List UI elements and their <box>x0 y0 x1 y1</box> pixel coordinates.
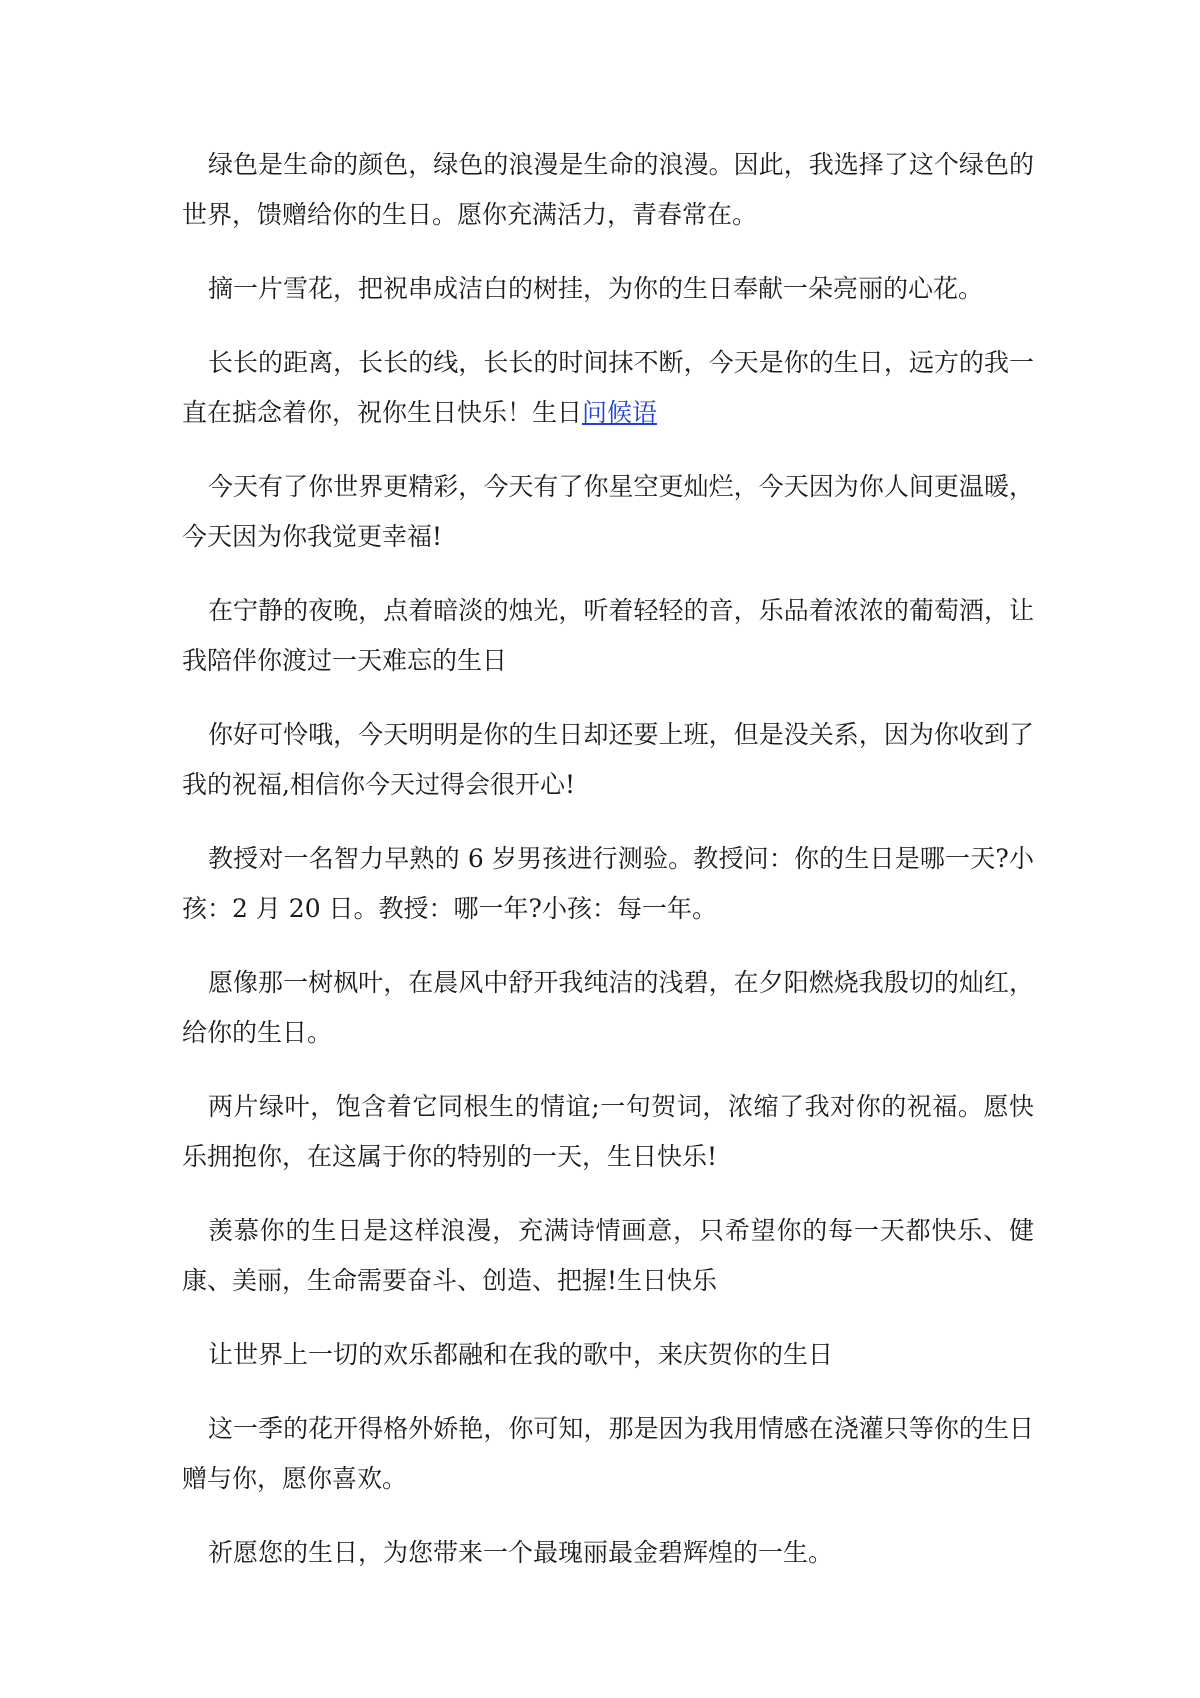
paragraph-4 <box>182 462 1034 562</box>
greeting-link[interactable]: 问候语 <box>582 398 658 427</box>
paragraph-11-text: 让世界上一切的欢乐都融和在我的歌中，来庆贺你的生日 <box>208 1340 834 1369</box>
paragraph-10-text: 羡慕你的生日是这样浪漫，充满诗情画意，只希望你的每一天都快乐、健康、美丽，生命需要奋斗、创造、把握!生日快乐 <box>182 1216 1034 1295</box>
paragraph-9 <box>182 1082 1034 1182</box>
paragraph-4-text: 今天有了你世界更精彩，今天有了你星空更灿烂，今天因为你人间更温暖，今天因为你我觉更幸福! <box>182 472 1034 551</box>
paragraph-13-text: 祈愿您的生日，为您带来一个最瑰丽最金碧辉煌的一生。 <box>208 1538 834 1567</box>
paragraph-8-text: 愿像那一树枫叶，在晨风中舒开我纯洁的浅碧，在夕阳燃烧我殷切的灿红，给你的生日。 <box>182 968 1034 1047</box>
paragraph-5 <box>182 586 1034 686</box>
paragraph-3-text: 长长的距离，长长的线，长长的时间抹不断，今天是你的生日，远方的我一直在掂念着你，祝你生日快乐！生日 <box>182 348 1034 427</box>
paragraph-11 <box>182 1330 1034 1380</box>
paragraph-6 <box>182 710 1034 810</box>
paragraph-12-text: 这一季的花开得格外娇艳，你可知，那是因为我用情感在浇灌只等你的生日赠与你，愿你喜欢。 <box>182 1414 1034 1493</box>
paragraph-10 <box>182 1206 1034 1306</box>
paragraph-3 <box>182 338 1034 438</box>
paragraph-6-text: 你好可怜哦，今天明明是你的生日却还要上班，但是没关系，因为你收到了我的祝福,相信你今天过得会很开心! <box>182 720 1034 799</box>
paragraph-9-text: 两片绿叶，饱含着它同根生的情谊;一句贺词，浓缩了我对你的祝福。愿快乐拥抱你，在这属于你的特别的一天，生日快乐! <box>182 1092 1034 1171</box>
paragraph-12 <box>182 1404 1034 1504</box>
paragraph-5-text: 在宁静的夜晚，点着暗淡的烛光，听着轻轻的音，乐品着浓浓的葡萄酒，让我陪伴你渡过一天难忘的生日 <box>182 596 1034 675</box>
paragraph-8 <box>182 958 1034 1058</box>
paragraph-2-text: 摘一片雪花，把祝串成洁白的树挂，为你的生日奉献一朵亮丽的心花。 <box>208 274 984 303</box>
document-body <box>182 140 1034 1602</box>
paragraph-1-text: 绿色是生命的颜色，绿色的浪漫是生命的浪漫。因此，我选择了这个绿色的世界，馈赠给你的生日。愿你充满活力，青春常在。 <box>182 150 1034 229</box>
paragraph-2 <box>182 264 1034 314</box>
paragraph-1 <box>182 140 1034 240</box>
paragraph-7-text: 教授对一名智力早熟的 6 岁男孩进行测验。教授问：你的生日是哪一天?小孩：2 月 20 日。教授：哪一年?小孩：每一年。 <box>182 844 1034 923</box>
paragraph-7 <box>182 834 1034 934</box>
paragraph-13 <box>182 1528 1034 1578</box>
